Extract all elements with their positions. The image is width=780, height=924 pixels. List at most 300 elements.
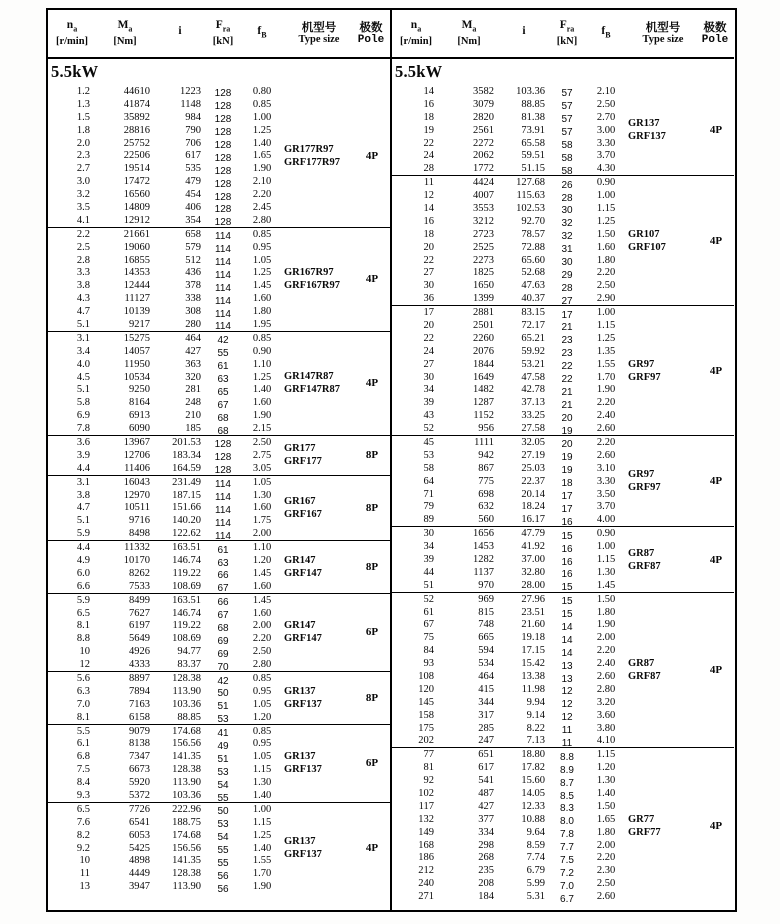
fb-value: 1.35 [596, 345, 616, 357]
i-value: 8.22 [526, 722, 545, 734]
type-size-line1: GR147 [284, 620, 316, 632]
table-row [48, 750, 284, 763]
fb-value: 1.90 [252, 410, 272, 422]
table-row [392, 409, 628, 422]
ma-value: 8897 [129, 673, 150, 685]
fra-value: 31 [561, 244, 573, 256]
i-value: 127.68 [516, 177, 545, 189]
col-header-zh: 极数 [359, 21, 383, 34]
fb-value: 1.60 [252, 293, 272, 305]
col-unit: [Nm] [457, 35, 481, 47]
ma-value: 247 [478, 735, 494, 747]
na-value: 4.5 [76, 371, 90, 383]
na-value: 2.2 [76, 228, 90, 240]
col-header-na [392, 10, 440, 57]
fra-value: 8.3 [560, 803, 574, 815]
col-header-i [154, 10, 206, 57]
table-row [48, 371, 284, 384]
na-value: 3.8 [76, 280, 90, 292]
na-value: 39 [423, 397, 434, 409]
table-row [48, 241, 284, 254]
fb-value: 1.40 [252, 137, 272, 149]
fra-value: 7.8 [560, 829, 574, 841]
block-rows [48, 476, 284, 540]
fra-value: 27 [561, 295, 573, 307]
block-rows [48, 541, 284, 593]
fra-value: 42 [217, 335, 229, 347]
na-value: 28 [423, 163, 434, 175]
fb-value: 2.00 [596, 632, 616, 644]
ma-value: 4007 [473, 190, 494, 202]
table-row [392, 202, 628, 215]
i-value: 151.66 [172, 502, 201, 514]
i-value: 141.35 [172, 855, 201, 867]
fb-value: 2.20 [596, 436, 616, 448]
i-value: 32.80 [521, 566, 545, 578]
table-row [48, 98, 284, 111]
fb-value: 4.30 [596, 163, 616, 175]
fra-value: 128 [214, 452, 232, 464]
ma-value: 8138 [129, 738, 150, 750]
type-size-label [284, 541, 354, 593]
na-value: 4.4 [76, 462, 90, 474]
na-value: 3.0 [76, 176, 90, 188]
table-row [48, 137, 284, 150]
fb-value: 1.00 [252, 111, 272, 123]
type-size-label [628, 176, 698, 305]
fra-value: 11 [561, 737, 573, 749]
type-size-label [284, 725, 354, 802]
ma-value: 14353 [123, 267, 150, 279]
fb-value: 1.40 [252, 384, 272, 396]
power-section-label: 5.5kW [51, 62, 99, 81]
col-unit: [r/min] [55, 35, 89, 47]
fb-value: 1.15 [252, 816, 272, 828]
i-value: 52.68 [521, 267, 545, 279]
col-header-zh: 极数 [703, 21, 727, 34]
table-row [392, 877, 628, 890]
i-value: 174.68 [172, 725, 201, 737]
fb-value: 4.00 [596, 514, 616, 526]
fra-value: 114 [215, 530, 231, 542]
table-row [48, 266, 284, 279]
fb-value: 1.00 [596, 190, 616, 202]
fra-value: 114 [215, 517, 231, 529]
type-size-line2: GRF147 [284, 633, 322, 645]
block-rows [392, 306, 628, 435]
na-value: 3.6 [76, 436, 90, 448]
fb-value: 2.80 [596, 683, 616, 695]
fra-value: 114 [215, 269, 231, 281]
fb-value: 2.20 [252, 633, 272, 645]
ma-value: 867 [478, 462, 494, 474]
ma-value: 1152 [473, 410, 494, 422]
ma-value: 12912 [123, 214, 150, 226]
na-value: 53 [423, 449, 434, 461]
type-size-line2: GRF77 [628, 826, 661, 838]
na-value: 2.8 [76, 254, 90, 266]
fra-value: 13 [561, 673, 573, 685]
na-value: 7.0 [76, 698, 90, 710]
na-value: 12 [79, 659, 90, 671]
table-row [392, 345, 628, 358]
fra-value: 7.5 [560, 854, 574, 866]
fb-value: 2.20 [596, 852, 616, 864]
fra-value: 114 [215, 308, 231, 320]
fra-value: 21 [561, 322, 573, 334]
table-header [48, 10, 390, 59]
pole-value: 4P [709, 124, 723, 137]
fra-value: 63 [217, 374, 229, 386]
block-rows [392, 85, 628, 175]
ma-value: 17472 [123, 176, 150, 188]
table-row [48, 803, 284, 816]
na-value: 93 [423, 658, 434, 670]
fb-value: 2.00 [596, 839, 616, 851]
table-row [48, 318, 284, 331]
col-symbol: $F_{ra}$ [215, 19, 231, 34]
na-value: 52 [423, 423, 434, 435]
gear-block [392, 435, 734, 526]
i-value: 164.59 [172, 462, 201, 474]
i-value: 103.36 [172, 790, 201, 802]
table-row [392, 396, 628, 409]
na-value: 5.5 [76, 725, 90, 737]
type-size-label [628, 436, 698, 526]
fb-value: 2.20 [252, 189, 272, 201]
ma-value: 748 [478, 619, 494, 631]
ma-value: 464 [478, 671, 494, 683]
block-rows [392, 527, 628, 594]
fb-value: 2.15 [252, 423, 272, 435]
i-value: 59.51 [521, 150, 545, 162]
type-size-line1: GR167R97 [284, 267, 334, 279]
fb-value: 1.50 [596, 593, 616, 605]
i-value: 88.85 [521, 98, 545, 110]
ma-value: 344 [478, 696, 494, 708]
ma-value: 4333 [129, 659, 150, 671]
fb-value: 3.10 [596, 462, 616, 474]
na-value: 34 [423, 541, 434, 553]
gear-block [48, 724, 390, 802]
table-row [48, 345, 284, 358]
fb-value: 2.10 [596, 85, 616, 97]
ma-value: 19060 [123, 241, 150, 253]
ma-value: 2525 [473, 241, 494, 253]
fb-value: 1.75 [252, 515, 272, 527]
i-value: 23.51 [521, 606, 545, 618]
na-value: 17 [423, 307, 434, 319]
gear-block [48, 593, 390, 671]
fra-value: 67 [217, 610, 229, 622]
fb-value: 2.20 [596, 397, 616, 409]
na-value: 8.1 [76, 711, 90, 723]
na-value: 3.1 [76, 476, 90, 488]
table-row [48, 698, 284, 711]
table-row [392, 462, 628, 475]
fb-value: 1.60 [252, 580, 272, 592]
i-value: 9.64 [526, 826, 545, 838]
ma-value: 1453 [473, 541, 494, 553]
table-row [392, 215, 628, 228]
ma-value: 2062 [473, 150, 494, 162]
table-row [48, 554, 284, 567]
table-row [392, 98, 628, 111]
i-value: 47.58 [521, 371, 545, 383]
na-value: 18 [423, 228, 434, 240]
type-size-line2: GRF97 [628, 371, 661, 383]
na-value: 18 [423, 111, 434, 123]
ma-value: 6541 [129, 816, 150, 828]
fra-value: 114 [215, 479, 231, 491]
fb-value: 3.50 [596, 488, 616, 500]
fb-value: 3.30 [596, 137, 616, 149]
fb-value: 1.25 [252, 267, 272, 279]
table-row [392, 670, 628, 683]
na-value: 149 [418, 826, 434, 838]
fb-value: 1.25 [252, 829, 272, 841]
ma-value: 698 [478, 488, 494, 500]
fb-value: 2.20 [596, 645, 616, 657]
na-value: 14 [423, 202, 434, 214]
ma-value: 184 [478, 891, 494, 903]
fb-value: 2.80 [252, 659, 272, 671]
ma-value: 41874 [123, 98, 150, 110]
i-value: 108.69 [172, 633, 201, 645]
ma-value: 7627 [129, 607, 150, 619]
table-row [392, 85, 628, 98]
ma-value: 15275 [123, 332, 150, 344]
gear-block [48, 475, 390, 540]
fra-value: 69 [217, 648, 229, 660]
block-rows [392, 436, 628, 526]
fb-value: 1.00 [596, 541, 616, 553]
fra-value: 58 [561, 152, 573, 164]
i-value: 222.96 [172, 803, 201, 815]
fb-value: 1.40 [252, 790, 272, 802]
na-value: 4.3 [76, 293, 90, 305]
ma-value: 1399 [473, 293, 494, 305]
col-symbol: $n_a$ [66, 19, 78, 34]
fb-value: 3.20 [596, 696, 616, 708]
fra-value: 128 [214, 178, 232, 190]
fra-value: 22 [561, 361, 573, 373]
fra-value: 61 [217, 361, 229, 373]
fra-value: 28 [561, 282, 573, 294]
ma-value: 5920 [129, 777, 150, 789]
na-value: 240 [418, 878, 434, 890]
fb-value: 3.05 [252, 462, 272, 474]
table-row [48, 842, 284, 855]
fra-value: 49 [217, 740, 229, 752]
na-value: 51 [423, 579, 434, 591]
na-value: 5.6 [76, 673, 90, 685]
na-value: 11 [423, 177, 434, 189]
ma-value: 1287 [473, 397, 494, 409]
fra-value: 42 [217, 675, 229, 687]
gear-block [392, 526, 734, 594]
ma-value: 4449 [129, 868, 150, 880]
fra-value: 6.7 [560, 893, 574, 905]
fra-value: 16 [561, 516, 573, 528]
i-value: 9.14 [526, 709, 545, 721]
table-row [392, 644, 628, 657]
fb-value: 0.95 [252, 738, 272, 750]
i-value: 320 [185, 371, 201, 383]
i-value: 363 [185, 358, 201, 370]
block-rows [48, 803, 284, 893]
type-size-label [628, 748, 698, 903]
pole-value: 6P [365, 626, 379, 639]
fb-value: 2.20 [596, 267, 616, 279]
type-size-line1: GR137 [284, 751, 316, 763]
table-row [392, 813, 628, 826]
na-value: 30 [423, 528, 434, 540]
na-value: 7.5 [76, 764, 90, 776]
table-row [392, 683, 628, 696]
ma-value: 235 [478, 865, 494, 877]
table-row [48, 332, 284, 345]
col-header-na [48, 10, 96, 57]
table-row [48, 685, 284, 698]
i-value: 13.38 [521, 671, 545, 683]
i-value: 14.05 [521, 788, 545, 800]
i-value: 183.34 [172, 449, 201, 461]
fra-value: 7.7 [560, 842, 574, 854]
ma-value: 10534 [123, 371, 150, 383]
na-value: 5.1 [76, 384, 90, 396]
table-row [48, 527, 284, 540]
i-value: 83.15 [521, 307, 545, 319]
fra-value: 66 [217, 597, 229, 609]
na-value: 12 [423, 190, 434, 202]
fra-value: 58 [561, 140, 573, 151]
fra-value: 70 [217, 661, 229, 673]
i-value: 119.22 [172, 620, 201, 632]
na-value: 84 [423, 645, 434, 657]
ma-value: 7533 [129, 580, 150, 592]
col-unit: [r/min] [399, 35, 433, 47]
ma-value: 2501 [473, 319, 494, 331]
gear-block [48, 802, 390, 893]
ma-value: 3553 [473, 202, 494, 214]
na-value: 4.7 [76, 502, 90, 514]
table-row [392, 488, 628, 501]
pole-value: 8P [365, 691, 379, 704]
col-header-pole [698, 10, 732, 57]
i-value: 7.74 [526, 852, 545, 864]
fb-value: 2.60 [596, 449, 616, 461]
i-value: 40.37 [521, 293, 545, 305]
table-row [48, 645, 284, 658]
fb-value: 1.15 [596, 202, 616, 214]
na-value: 9.3 [76, 790, 90, 802]
na-value: 79 [423, 501, 434, 513]
ma-value: 377 [478, 813, 494, 825]
fra-value: 57 [561, 101, 573, 113]
i-value: 103.36 [516, 85, 545, 97]
fra-value: 7.0 [560, 880, 574, 892]
na-value: 5.1 [76, 318, 90, 330]
i-value: 22.37 [521, 475, 545, 487]
fb-value: 1.20 [252, 555, 272, 566]
table-row [392, 111, 628, 124]
i-value: 18.80 [521, 749, 545, 761]
type-size-line2: GRF137 [284, 849, 322, 861]
ma-value: 19514 [123, 163, 150, 175]
spec-table-right [392, 10, 734, 910]
type-size-line1: GR137 [628, 118, 660, 130]
fra-value: 54 [217, 832, 229, 844]
i-value: 280 [185, 318, 201, 330]
table-row [392, 176, 628, 189]
ma-value: 665 [478, 632, 494, 644]
table-row [392, 709, 628, 722]
fb-value: 1.55 [596, 358, 616, 370]
ma-value: 6197 [129, 620, 150, 632]
i-value: 27.58 [521, 423, 545, 435]
type-size-label [284, 672, 354, 724]
fra-value: 128 [214, 191, 232, 203]
fb-value: 1.80 [596, 826, 616, 838]
type-size-label [628, 527, 698, 591]
i-value: 21.60 [521, 619, 545, 631]
ma-value: 3212 [473, 215, 494, 227]
na-value: 14 [423, 85, 434, 97]
ma-value: 775 [478, 475, 494, 487]
na-value: 8.2 [76, 829, 90, 841]
i-value: 281 [185, 384, 201, 396]
gear-block [392, 305, 734, 435]
type-size-line2: GRF107 [628, 241, 666, 253]
i-value: 32.05 [521, 436, 545, 448]
na-value: 5.1 [76, 515, 90, 527]
table-row [392, 149, 628, 162]
fra-value: 16 [561, 556, 573, 568]
fra-value: 128 [214, 114, 232, 126]
fb-value: 1.30 [596, 775, 616, 787]
i-value: 163.51 [172, 594, 201, 606]
i-value: 8.59 [526, 839, 545, 851]
ma-value: 942 [478, 449, 494, 461]
ma-value: 16043 [123, 476, 150, 488]
table-row [48, 776, 284, 789]
ma-value: 8499 [129, 594, 150, 606]
fra-value: 51 [217, 753, 229, 765]
type-size-line2: GRF87 [628, 671, 661, 683]
table-row [392, 553, 628, 566]
gear-block [48, 227, 390, 331]
ma-value: 7347 [129, 751, 150, 763]
i-value: 27.96 [521, 593, 545, 605]
type-size-label [284, 85, 354, 227]
table-row [48, 422, 284, 435]
fb-value: 1.30 [596, 566, 616, 578]
col-header-zh: 机型号 [645, 21, 681, 34]
fra-value: 7.2 [560, 867, 574, 879]
table-row [48, 124, 284, 137]
i-value: 72.88 [521, 241, 545, 253]
i-value: 12.33 [521, 800, 545, 812]
col-symbol: $M_a$ [461, 19, 477, 34]
na-value: 61 [423, 606, 434, 618]
ma-value: 815 [478, 606, 494, 618]
ma-value: 11950 [124, 358, 150, 370]
na-value: 3.5 [76, 201, 90, 213]
fb-value: 3.70 [596, 150, 616, 162]
type-size-line1: GR87 [628, 658, 655, 670]
fra-value: 17 [561, 309, 573, 321]
